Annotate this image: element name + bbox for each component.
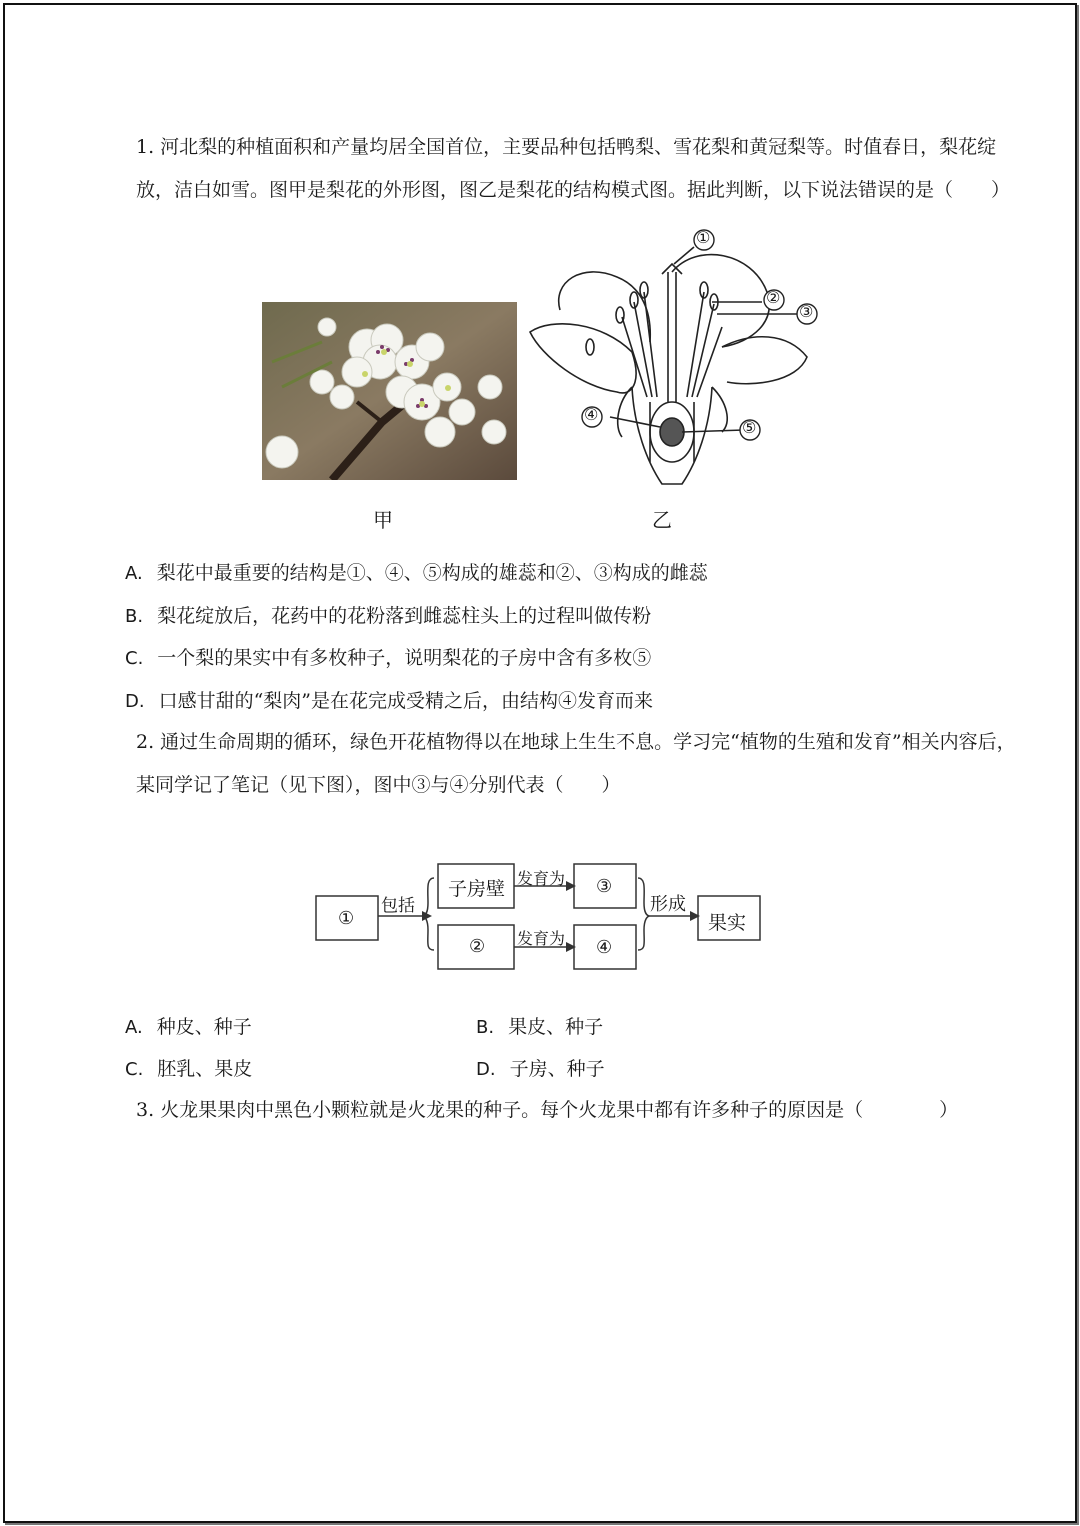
flow-ovary-wall-label: 子房壁 [448, 878, 506, 900]
flow-fruit-label: 果实 [708, 912, 747, 934]
question-3-text: 3. 火龙果果肉中黑色小颗粒就是火龙果的种子。每个火龙果中都有许多种子的原因是（ ） [136, 1099, 959, 1121]
q1-option-a[interactable]: A. 梨花中最重要的结构是①、④、⑤构成的雄蕊和②、③构成的雌蕊 [125, 562, 708, 584]
q2-option-c[interactable]: C. 胚乳、果皮 [125, 1058, 253, 1080]
figure-yi-caption: 乙 [652, 508, 672, 532]
diagram-label-5: ⑤ [742, 418, 757, 437]
flow-develop-bottom-label: 发育为 [517, 929, 566, 948]
q1-option-c[interactable]: C. 一个梨的果实中有多枚种子，说明梨花的子房中含有多枚⑤ [125, 647, 652, 669]
flower-structure-diagram [522, 222, 832, 494]
flow-form-label: 形成 [650, 894, 686, 915]
flow-box-2-label: ② [469, 936, 486, 957]
flow-box-1-label: ① [338, 908, 355, 929]
flow-box-4-label: ④ [596, 937, 613, 958]
flow-develop-top-label: 发育为 [517, 869, 566, 888]
q2-option-b[interactable]: B. 果皮、种子 [476, 1016, 604, 1038]
flow-include-label: 包括 [381, 896, 415, 916]
q1-option-d[interactable]: D. 口感甘甜的“梨肉”是在花完成受精之后，由结构④发育而来 [125, 690, 654, 712]
q1-option-b[interactable]: B. 梨花绽放后，花药中的花粉落到雌蕊柱头上的过程叫做传粉 [125, 605, 652, 627]
diagram-label-4: ④ [584, 405, 599, 424]
diagram-label-1: ① [696, 228, 711, 247]
pear-blossom-photo [262, 302, 517, 480]
question-2-text: 2. 通过生命周期的循环，绿色开花植物得以在地球上生生不息。学习完“植物的生殖和发育”相关内容后，某同学记了笔记（见下图），图中③与④分别代表（ ） [136, 731, 1016, 796]
figure-jia-caption: 甲 [373, 508, 393, 532]
diagram-label-3: ③ [799, 302, 814, 321]
q2-option-a[interactable]: A. 种皮、种子 [125, 1016, 252, 1038]
fruit-formation-flowchart [310, 858, 770, 978]
diagram-label-2: ② [766, 288, 781, 307]
question-1-text: 1. 河北梨的种植面积和产量均居全国首位，主要品种包括鸭梨、雪花梨和黄冠梨等。时值春日，梨花绽放，洁白如雪。图甲是梨花的外形图，图乙是梨花的结构模式图。据此判断，以下说法错误的是（ ） [136, 136, 1011, 201]
q2-option-d[interactable]: D. 子房、种子 [476, 1058, 605, 1080]
flow-box-3-label: ③ [596, 876, 613, 897]
